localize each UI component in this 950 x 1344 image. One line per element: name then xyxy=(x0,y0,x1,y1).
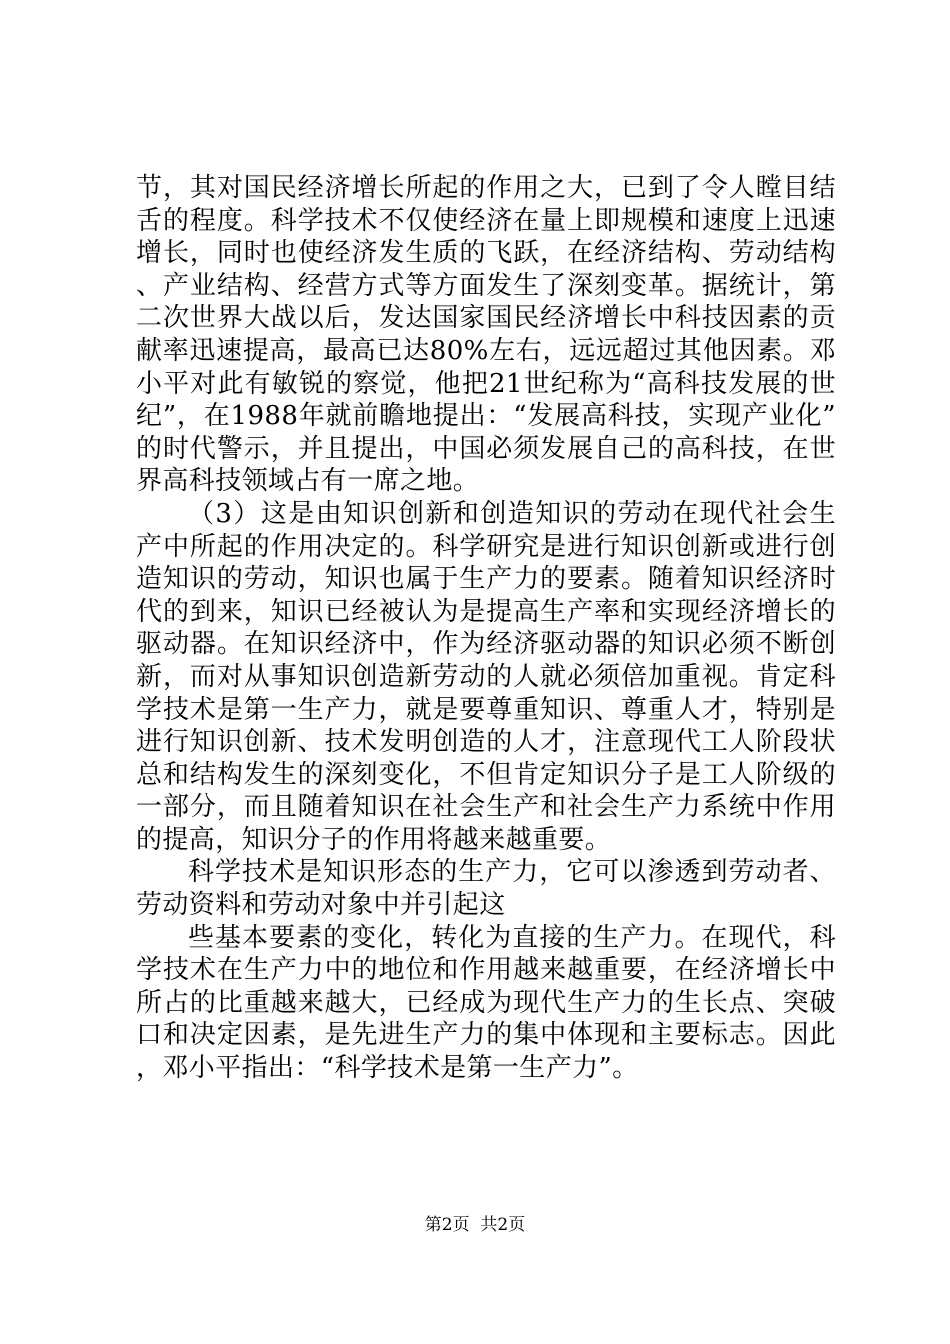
paragraph-4: 些基本要素的变化，转化为直接的生产力。在现代，科学技术在生产力中的地位和作用越来越重要，在经济增长中所占的比重越来越大，已经成为现代生产力的生长点、突破口和决定因素，是先进生产力的集中体现和主要标志。因此，邓小平指出：“科学技术是第一生产力”。 xyxy=(136,922,836,1084)
page-footer: 第2页 共2页 xyxy=(424,1215,526,1235)
paragraph-1: 节，其对国民经济增长所起的作用之大，已到了令人瞠目结舌的程度。科学技术不仅使经济在量上即规模和速度上迅速增长，同时也使经济发生质的飞跃，在经济结构、劳动结构、产业结构、经营方式等方面发生了深刻变革。据统计，第二次世界大战以后，发达国家国民经济增长中科技因素的贡献率迅速提高，最高已达80%左右，远远超过其他因素。邓小平对此有敏锐的察觉，他把21世纪称为“高科技发展的世纪”，在1988年就前瞻地提出：“发展高科技，实现产业化”的时代警示，并且提出，中国必须发展自己的高科技，在世界高科技领域占有一席之地。 xyxy=(136,173,836,497)
paragraph-3: 科学技术是知识形态的生产力，它可以渗透到劳动者、劳动资料和劳动对象中并引起这 xyxy=(136,857,836,921)
paragraph-2: （3）这是由知识创新和创造知识的劳动在现代社会生产中所起的作用决定的。科学研究是进行知识创新或进行创造知识的劳动，知识也属于生产力的要素。随着知识经济时代的到来，知识已经被认为是提高生产率和实现经济增长的驱动器。在知识经济中，作为经济驱动器的知识必须不断创新，而对从事知识创造新劳动的人就必须倍加重视。肯定科学技术是第一生产力，就是要尊重知识、尊重人才，特别是进行知识创新、技术发明创造的人才，注意现代工人阶段状总和结构发生的深刻变化，不但肯定知识分子是工人阶级的一部分，而且随着知识在社会生产和社会生产力系统中作用的提高，知识分子的作用将越来越重要。 xyxy=(136,498,836,855)
document-body xyxy=(136,172,836,1085)
